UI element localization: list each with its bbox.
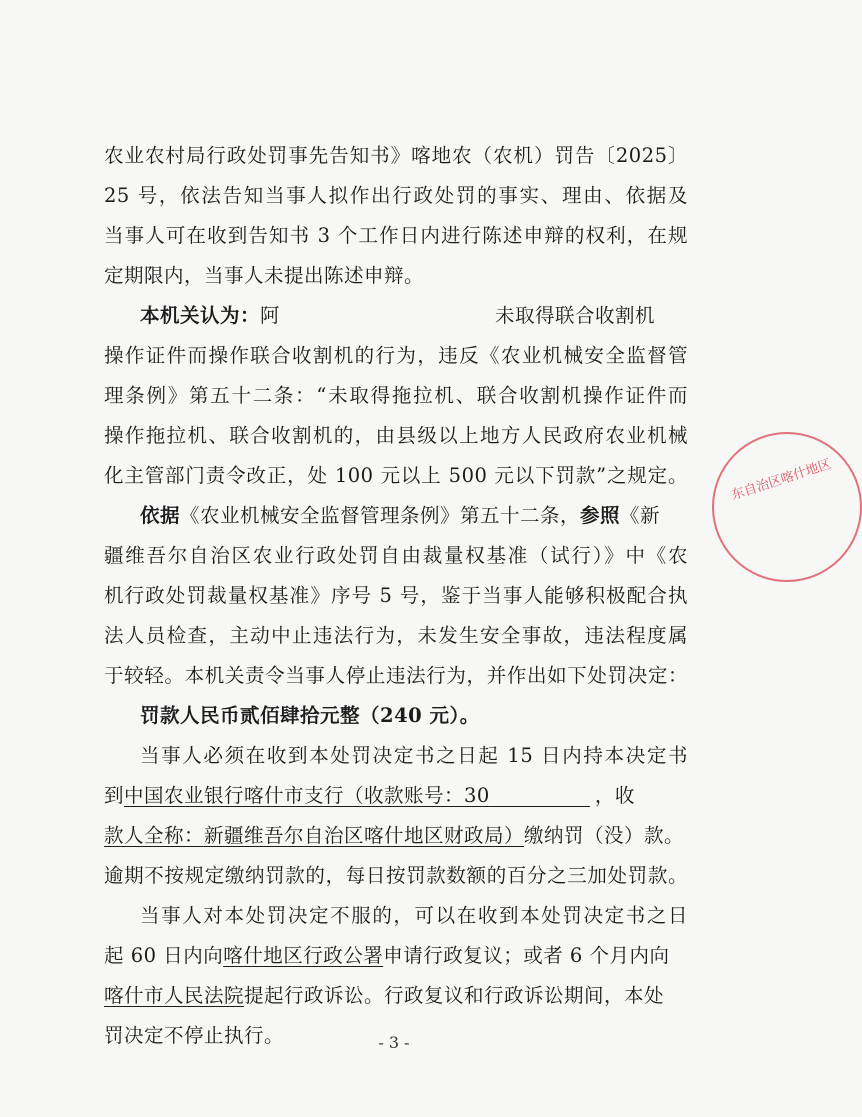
p3-line-2: 疆维吾尔自治区农业行政处罚自由裁量权基准（试行）》中《农 bbox=[104, 544, 688, 567]
p2-line-4: 操作拖拉机、联合收割机的，由县级以上地方人民政府农业机械 bbox=[104, 424, 688, 447]
p5-line-3-post: 提起行政诉讼。行政复议和行政诉讼期间，本处 bbox=[244, 984, 665, 1007]
p4-line-4: 逾期不按规定缴纳罚款的，每日按罚款数额的百分之三加处罚款。 bbox=[104, 864, 688, 887]
seal-text: 东自治区喀什地区 bbox=[729, 456, 834, 504]
p4-line-3 bbox=[104, 824, 688, 850]
p4-line-1: 当事人必须在收到本处罚决定书之日起 15 日内持本决定书 bbox=[140, 744, 688, 767]
p3-line-4: 法人员检查，主动中止违法行为，未发生安全事故，违法程度属 bbox=[104, 624, 688, 647]
p2-line-2: 操作证件而操作联合收割机的行为，违反《农业机械安全监督管 bbox=[104, 344, 688, 367]
penalty-decision: 罚款人民币贰佰肆拾元整（240 元）。 bbox=[140, 704, 480, 727]
p1-line-1: 农业农村局行政处罚事先告知书》喀地农（农机）罚告〔2025〕 bbox=[104, 144, 688, 167]
p2-line-1-end: 未取得联合收割机 bbox=[495, 304, 656, 327]
p2-lead: 本机关认为： bbox=[140, 304, 261, 327]
official-seal bbox=[712, 432, 862, 582]
reconsideration-agency: 喀什地区行政公署 bbox=[223, 944, 384, 967]
p1-line-2: 25 号，依法告知当事人拟作出行政处罚的事实、理由、依据及 bbox=[104, 184, 688, 207]
p5-line-2-post: 申请行政复议；或者 6 个月内向 bbox=[383, 944, 670, 967]
p5-line-4: 罚决定不停止执行。 bbox=[104, 1024, 285, 1047]
page-number: - 3 - bbox=[378, 1033, 410, 1052]
p5-line-2 bbox=[104, 944, 688, 970]
p2-line-1 bbox=[140, 304, 688, 330]
p3-line-5: 于较轻。本机关责令当事人停止违法行为，并作出如下处罚决定： bbox=[104, 664, 688, 687]
p4-line-2-pre: 到 bbox=[104, 784, 125, 807]
p1-line-3: 当事人可在收到告知书 3 个工作日内进行陈述申辩的权利，在规 bbox=[104, 224, 688, 247]
p2-name-start: 阿 bbox=[260, 304, 281, 327]
p5-line-1: 当事人对本处罚决定不服的，可以在收到本处罚决定书之日 bbox=[140, 904, 688, 927]
p3-line-3: 机行政处罚裁量权基准》序号 5 号，鉴于当事人能够积极配合执 bbox=[104, 584, 688, 607]
p4-line-3-post: 缴纳罚（没）款。 bbox=[524, 824, 685, 847]
bank-account-text: 中国农业银行喀什市支行（收款账号：30 bbox=[124, 784, 490, 807]
p3-line-1 bbox=[140, 504, 688, 530]
p1-line-4: 定期限内，当事人未提出陈述申辩。 bbox=[104, 264, 425, 287]
p2-line-3: 理条例》第五十二条：“未取得拖拉机、联合收割机操作证件而 bbox=[104, 384, 688, 407]
p4-line-2-post: ，收 bbox=[594, 784, 635, 807]
p3-lead-2: 参照 bbox=[580, 504, 621, 527]
redacted-account bbox=[490, 784, 595, 808]
p3-text-1: 《农业机械安全监督管理条例》第五十二条， bbox=[180, 504, 581, 527]
payee-name: 款人全称：新疆维吾尔自治区喀什地区财政局） bbox=[104, 824, 525, 847]
court-name: 喀什市人民法院 bbox=[104, 984, 245, 1007]
p5-line-3 bbox=[104, 984, 688, 1010]
p3-text-2: 《新 bbox=[620, 504, 661, 527]
p3-lead-1: 依据 bbox=[140, 504, 181, 527]
p2-line-5: 化主管部门责令改正，处 100 元以上 500 元以下罚款”之规定。 bbox=[104, 464, 688, 487]
p4-line-2 bbox=[104, 784, 688, 810]
p5-line-2-pre: 起 60 日内向 bbox=[104, 944, 224, 967]
